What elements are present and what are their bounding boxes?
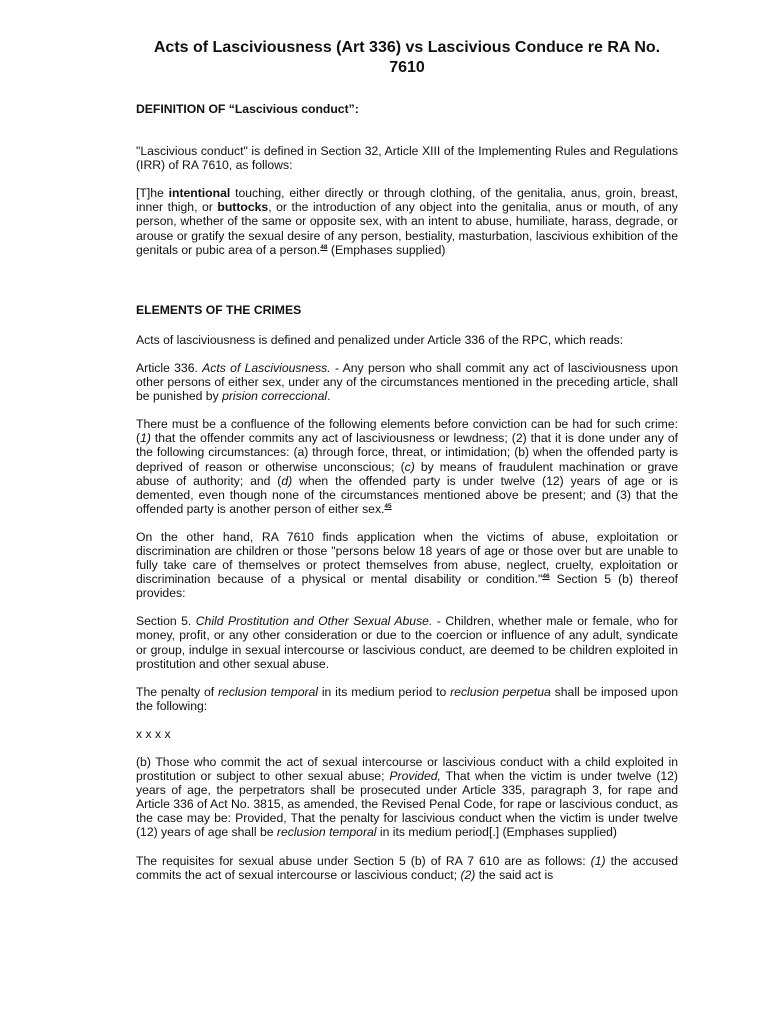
article-336-quote: Article 336. Acts of Lasciviousness. - Any person who shall commit any act of lasciviousness upon other persons of either sex, under any of the circumstances mentioned in the preceding article, shall be punished by prision correccional. (136, 360, 679, 404)
penalty-paragraph: The penalty of reclusion temporal in its medium period to reclusion perpetua shall be imposed upon the following: (136, 684, 678, 713)
footnote-ref[interactable]: 46 (542, 573, 550, 581)
ra7610-paragraph: On the other hand, RA 7610 finds application when the victims of abuse, exploitation or discrimination are children or those "persons below 18 years of age or those over but are unable to fully take care of themselves or protect themselves from abuse, neglect, cruelty, exploitation or discrimination because of a physical or mental disability or condition."$^{46}$ Section 5 (b) thereof provides: (136, 529, 678, 601)
elements-confluence: There must be a confluence of the following elements before conviction can be had for such crime: (1) that the offender commits any act of lasciviousness or lewdness; (2) that it is done under any of the following circumstances: (a) through force, threat, or intimidation; (b) when the offended party is deprived of reason or otherwise unconscious; (c) by means of fraudulent machination or grave abuse of authority; and (d) when the offended party is under twelve (12) years of age or is demented, even though none of the circumstances mentioned above be present; and (3) that the offended party is another person of either sex.$^{45}$ (136, 417, 678, 516)
requisites-paragraph: The requisites for sexual abuse under Section 5 (b) of RA 7 610 are as follows: (1) the accused commits the act of sexual intercourse or lascivious conduct; (2) the said act is (136, 853, 679, 882)
definition-intro: "Lascivious conduct" is defined in Section 32, Article XIII of the Implementing Rules and Regulations (IRR) of RA 7610, as follows: (136, 144, 678, 173)
definition-heading: DEFINITION OF “Lascivious conduct”: (136, 102, 359, 116)
section-5-quote: Section 5. Child Prostitution and Other Sexual Abuse. - Children, whether male or female, who for money, profit, or any other consideration or due to the coercion or influence of any adult, syndicate or group, indulge in sexual intercourse or lascivious conduct, are deemed to be children exploited in prostitution and other sexual abuse. (136, 614, 678, 671)
elements-intro: Acts of lasciviousness is defined and penalized under Article 336 of the RPC, which reads: (136, 332, 624, 347)
omission-marker: x x x x (136, 726, 171, 741)
definition-quote: [T]he intentional touching, either directly or through clothing, of the genitalia, anus, groin, breast, inner thigh, or buttocks, or the introduction of any object into the genitalia, anus or mouth, of any person, whether of the same or opposite sex, with an intent to abuse, humiliate, harass, degrade, or arouse or gratify the sexual desire of any person, bestiality, masturbation, lascivious exhibition of the genitals or pubic area of a person.$^{48}$ (Emphases supplied) (136, 186, 678, 257)
document-page (136, 38, 678, 882)
paragraph-b-quote: (b) Those who commit the act of sexual intercourse or lascivious conduct with a child exploited in prostitution or subject to other sexual abuse; Provided, That when the victim is under twelve (12) years of age, the perpetrators shall be prosecuted under Article 335, paragraph 3, for rape and Article 336 of Act No. 3815, as amended, the Revised Penal Code, for rape or lascivious conduct, as the case may be: Provided, That the penalty for lascivious conduct when the victim is under twelve (12) years of age shall be reclusion temporal in its medium period[.] (Emphases supplied) (136, 755, 678, 840)
footnote-ref[interactable]: 45 (384, 502, 392, 510)
footnote-ref[interactable]: 48 (320, 243, 328, 251)
document-title: Acts of Lasciviousness (Art 336) vs Lascivious Conduce re RA No. 7610 (153, 39, 661, 76)
elements-heading: ELEMENTS OF THE CRIMES (136, 302, 302, 317)
